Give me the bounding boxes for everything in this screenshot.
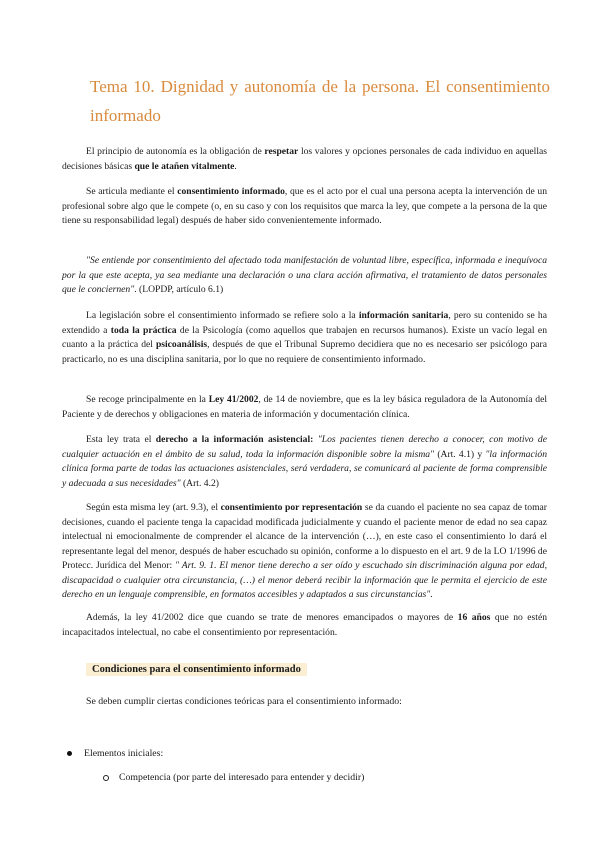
page-title: Tema 10. Dignidad y autonomía de la persona. El consentimiento informado — [90, 77, 550, 125]
bullet-dot-icon — [67, 751, 72, 756]
text: . (LOPDP, artículo 6.1) — [134, 284, 224, 295]
italic-quote: "la información clínica forma parte de todas las actuaciones asistenciales, será verdadera, se comunicará al paciente de forma comprensible y adecuada a sus necesidades" — [62, 448, 547, 489]
text: Según esta misma ley (art. 9.3), el — [86, 502, 221, 513]
text: Además, la ley 41/2002 dice que cuando se trate de menores emancipados o mayores de — [86, 612, 458, 623]
bold-text: consentimiento por representación — [220, 502, 363, 513]
bold-text: respetar — [264, 146, 299, 157]
list-item — [67, 748, 163, 759]
text: , que es el acto por el cual una persona acepta la intervención de un profesional sobre algo que le compete (o, en su caso y con los requisitos que marca la ley, que compete a la persona de la que tiene su responsabilidad legal) después de haber sido convenientemente informado. — [62, 186, 547, 226]
text: se da cuando el paciente no sea capaz de tomar decisiones, cuando el paciente tenga la capacidad modificada judicialmente y cuando el paciente menor de edad no sea capaz intelectual ni emocionalmente de comprender el alcance de la intervención (…), en este caso el consentimiento lo dará el representante legal del menor, después de haber escuchado su opinión, conforme a lo dispuesto en el art. 9 de la LO 1/1996 de Protecc. Jurídica del Menor: — [62, 502, 547, 571]
text: . — [430, 589, 433, 600]
bold-text: derecho a la información asistencial: — [155, 434, 314, 445]
bullet-circle-icon — [103, 775, 109, 781]
text: que no estén incapacitados intelectual, no cabe el consentimiento por representación. — [62, 612, 548, 638]
paragraph-representacion — [62, 501, 547, 603]
paragraph-consentimiento — [62, 185, 547, 229]
text: (Art. 4.1) y — [434, 448, 486, 460]
italic-quote: " Art. 9. 1. El menor tiene derecho a ser oído y escuchado sin discriminación alguna por edad, discapacidad o cualquier otra circunstancia, (…) el menor deberá recibir la información que le permita el ejercicio de este derecho en un lenguaje comprensible, en formatos accesibles y adaptados a sus circunstancias" — [62, 560, 548, 600]
paragraph-legislacion — [62, 309, 547, 367]
section-heading: Condiciones para el consentimiento informado — [86, 663, 307, 676]
sub-list-item — [103, 772, 364, 783]
text: (Art. 4.2) — [180, 477, 219, 489]
text: Se articula mediante el — [86, 186, 178, 197]
paragraph-lopdp-quote — [62, 254, 547, 298]
list-item-label: Elementos iniciales: — [84, 748, 164, 759]
italic-quote: "Los pacientes tienen derecho a conocer, con motivo de cualquier actuación en el ámbito de su salud, toda la información disponible sobre la misma" — [62, 434, 547, 460]
bold-text: consentimiento informado — [177, 186, 285, 197]
bold-text: psicoanálisis — [155, 339, 208, 350]
text: de la Psicología (como aquellos que trabajen en recursos humanos). Existe un vacío legal en cuanto a la práctica del — [62, 324, 547, 350]
bold-text: que le atañen vitalmente — [134, 160, 235, 172]
paragraph-menores-emancipados — [62, 611, 547, 640]
text: El principio de autonomía es la obligación de — [86, 146, 265, 157]
text: , de 14 de noviembre, que es la ley básica reguladora de la Autonomía del Paciente y de derechos y obligaciones en materia de información y documentación clínica. — [62, 394, 548, 420]
text: , después de que el Tribunal Supremo decidiera que no es necesario ser psicólogo para practicarlo, no es una disciplina sanitaria, por lo que no requiere de consentimiento informado. — [62, 339, 547, 365]
bold-text: información sanitaria — [358, 310, 449, 321]
text: La legislación sobre el consentimiento informado se refiere solo a la — [86, 310, 359, 321]
bold-text: toda la práctica — [110, 324, 177, 336]
bold-text: 16 años — [457, 612, 491, 623]
paragraph-derecho-informacion — [62, 433, 547, 491]
paragraph-autonomy — [62, 145, 547, 174]
section-intro: Se deben cumplir ciertas condiciones teóricas para el consentimiento informado: — [86, 696, 402, 707]
text: Esta ley trata el — [86, 434, 156, 445]
italic-quote: "Se entiende por consentimiento del afectado toda manifestación de voluntad libre, específica, informada e inequívoca por la que este acepta, ya sea mediante una declaración o una clara acción afirmativa, el tratamiento de datos personales que le conciernen" — [62, 255, 547, 295]
text: Se recoge principalmente en la — [86, 394, 209, 405]
text: . — [234, 160, 237, 172]
paragraph-ley-41-2002 — [62, 393, 547, 422]
text: , pero su contenido se ha extendido a — [62, 310, 547, 336]
bold-text: Ley 41/2002 — [208, 394, 259, 405]
text: los valores y opciones personales de cada individuo en aquellas decisiones básicas — [62, 146, 547, 172]
sub-list-item-label: Competencia (por parte del interesado para entender y decidir) — [119, 772, 365, 783]
